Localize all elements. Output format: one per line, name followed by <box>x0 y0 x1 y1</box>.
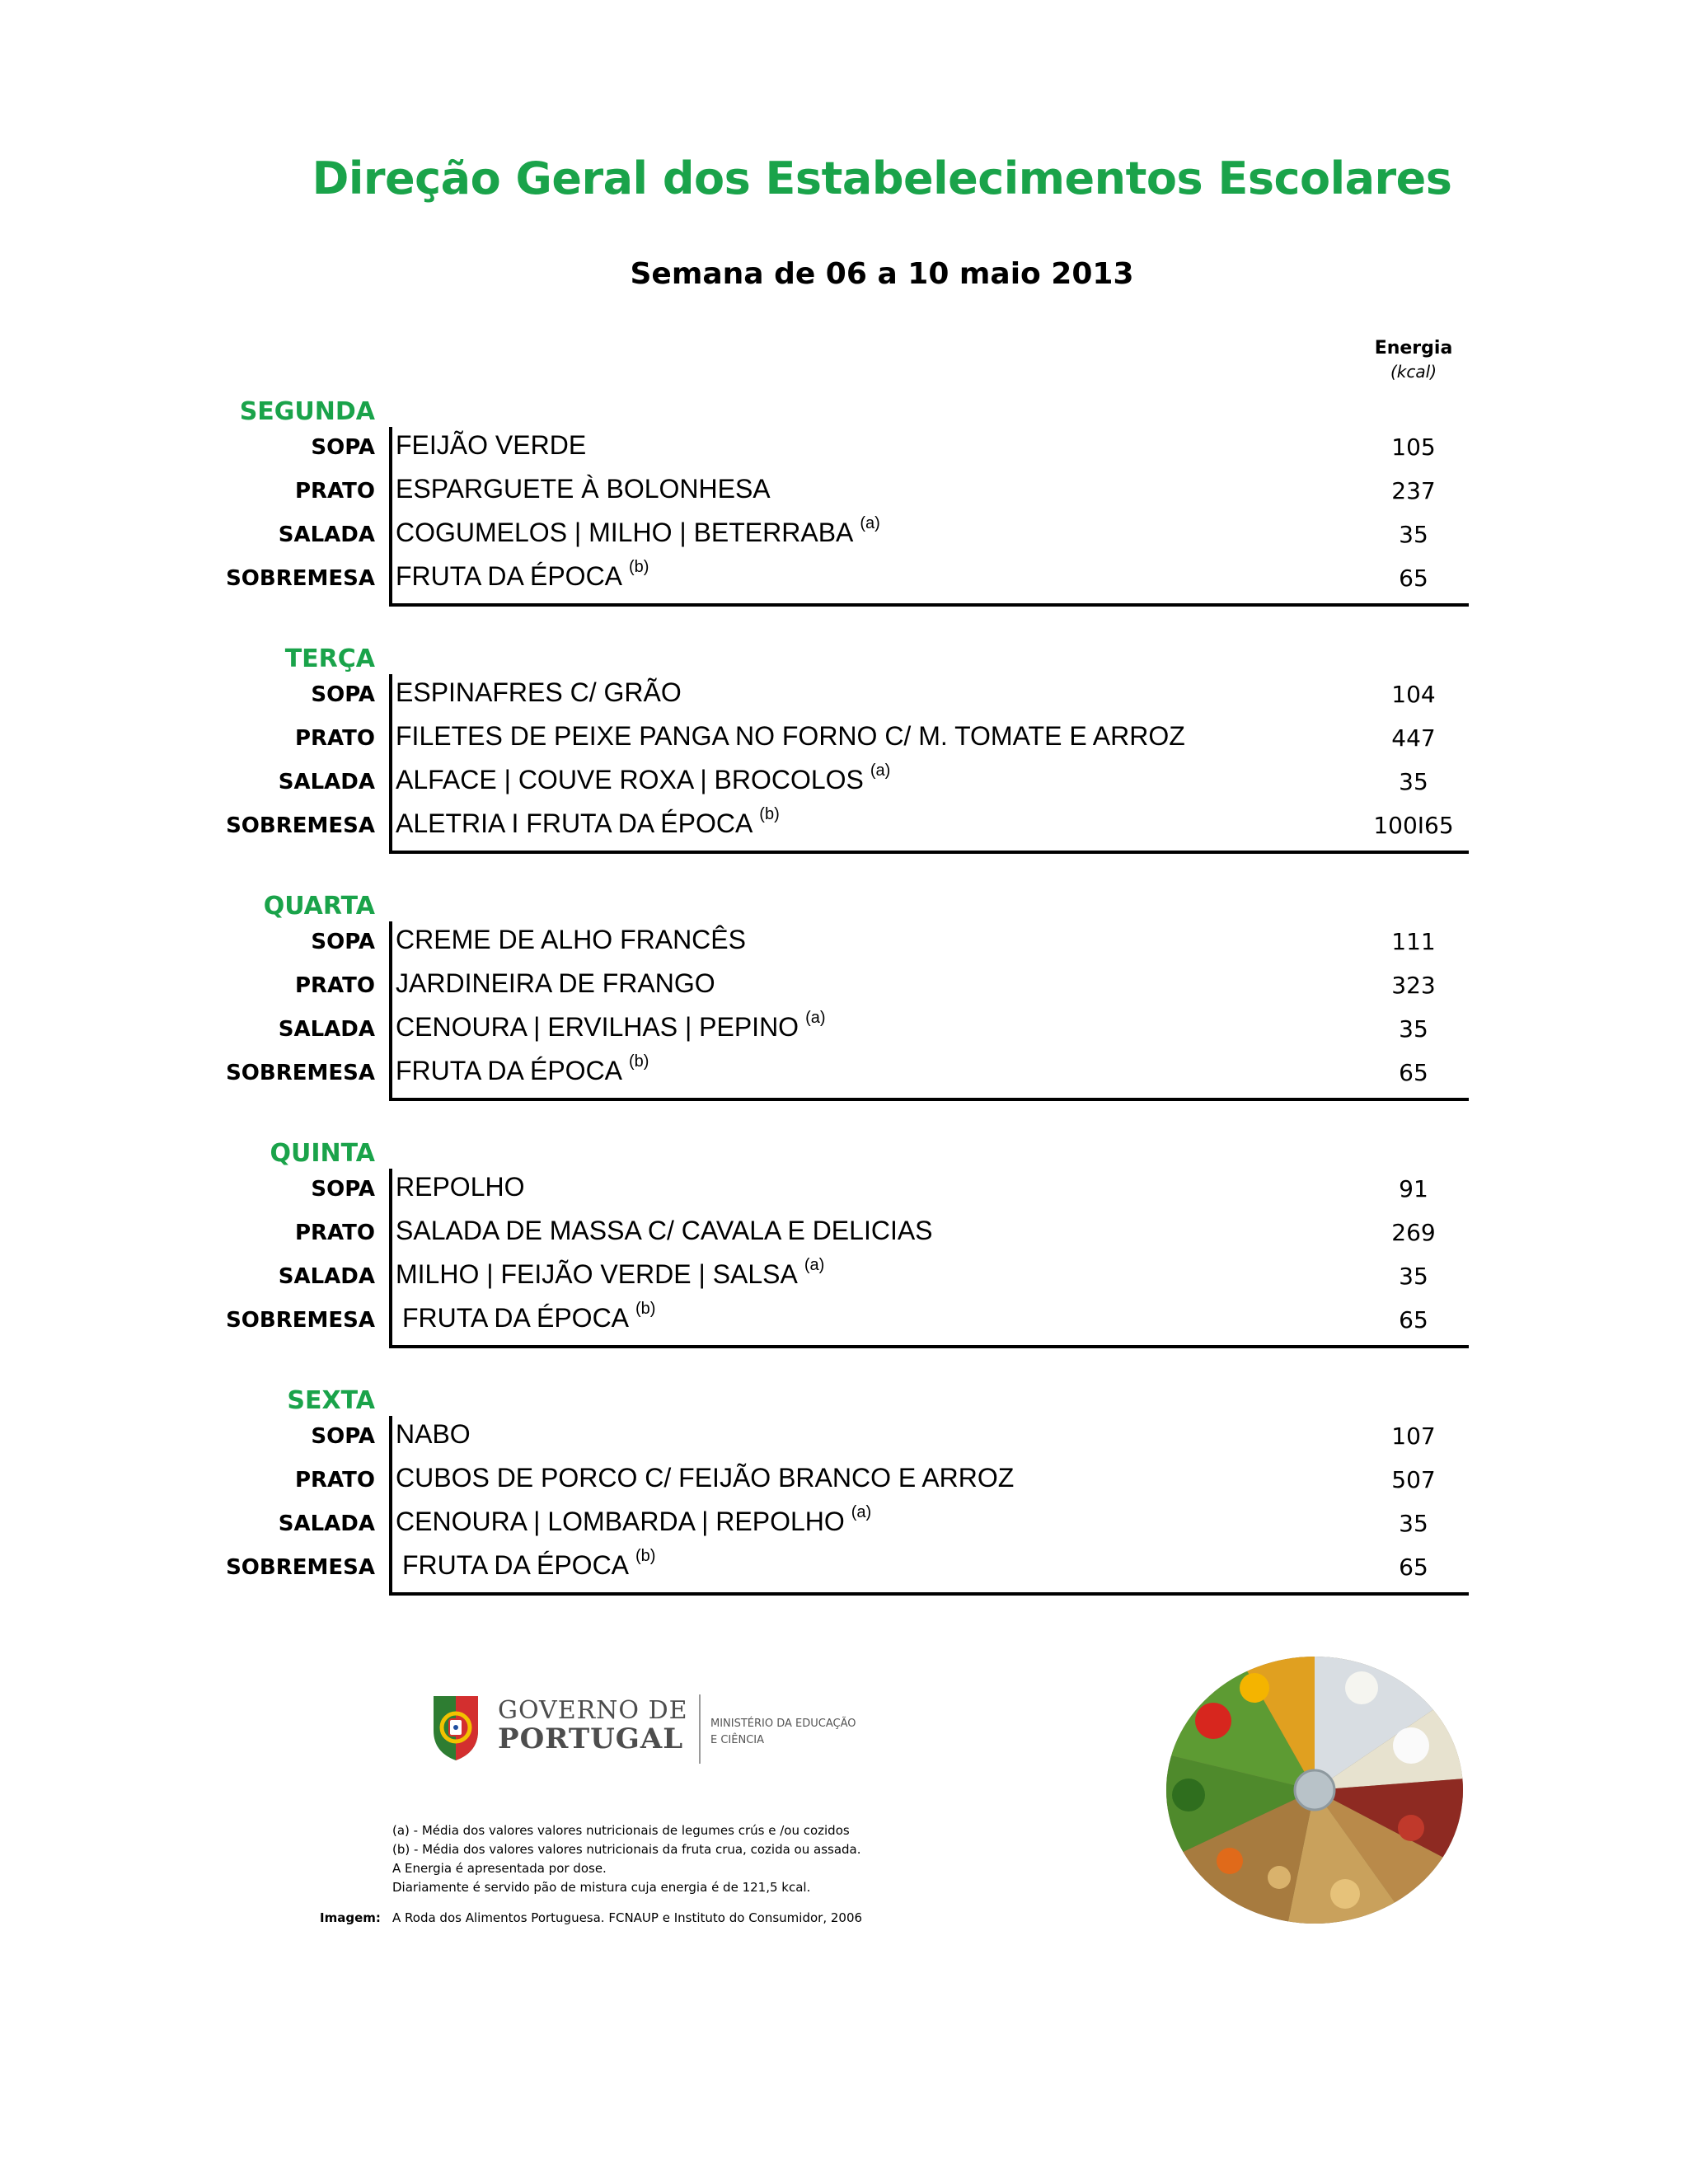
meal-label: SALADA <box>278 523 375 547</box>
meal-row-salada <box>0 1503 1484 1547</box>
day-name: SEXTA <box>287 1386 375 1415</box>
meal-label: SOPA <box>311 1177 375 1202</box>
image-credit-source: A Roda dos Alimentos Portuguesa. FCNAUP e Instituto do Consumidor, 2006 <box>392 1910 863 1925</box>
kcal-value: 35 <box>1399 1263 1428 1290</box>
dish-name: FRUTA DA ÉPOCA $^{(b)}$ <box>396 558 649 591</box>
dish-name: FRUTA DA ÉPOCA $^{(b)}$ <box>402 1300 656 1333</box>
dish-name: NABO <box>396 1419 471 1449</box>
footnote: (b) - Média dos valores valores nutricionais da fruta crua, cozida ou assada. <box>392 1842 861 1857</box>
kcal-value: 91 <box>1399 1175 1428 1202</box>
meal-row-sopa <box>0 921 1484 965</box>
week-title: Semana de 06 a 10 maio 2013 <box>630 257 1134 291</box>
meal-row-prato <box>0 471 1484 514</box>
dish-name: FRUTA DA ÉPOCA $^{(b)}$ <box>402 1547 656 1580</box>
dish-name: MILHO | FEIJÃO VERDE | SALSA $^{(a)}$ <box>396 1256 825 1289</box>
governo-portugal-logo <box>429 1686 874 1769</box>
meal-row-salada <box>0 762 1484 805</box>
dish-name: CENOURA | ERVILHAS | PEPINO $^{(a)}$ <box>396 1009 826 1042</box>
dish-name: REPOLHO <box>396 1172 525 1202</box>
kcal-value: 111 <box>1391 928 1436 955</box>
meal-row-sobremesa <box>0 1052 1484 1096</box>
meal-row-prato <box>0 965 1484 1009</box>
energy-title: Energia <box>1374 338 1453 359</box>
meal-label: PRATO <box>294 1221 375 1245</box>
meal-row-sobremesa <box>0 805 1484 849</box>
meal-label: PRATO <box>294 479 375 504</box>
kcal-value: 35 <box>1399 1015 1428 1043</box>
kcal-value: 104 <box>1391 681 1436 708</box>
dish-name: SALADA DE MASSA C/ CAVALA E DELICIAS <box>396 1216 933 1245</box>
food-wheel-image <box>1164 1655 1465 1925</box>
meal-row-sobremesa <box>0 1547 1484 1591</box>
meal-row-salada <box>0 1256 1484 1300</box>
meal-row-prato <box>0 1460 1484 1503</box>
meal-label: SALADA <box>278 770 375 794</box>
energy-unit: (kcal) <box>1390 362 1437 382</box>
meal-label: SOBREMESA <box>226 1555 375 1580</box>
meal-row-sopa <box>0 1416 1484 1460</box>
footnote-marker: (b) <box>629 1052 649 1071</box>
day-name: QUINTA <box>270 1139 375 1168</box>
footnote-marker: (b) <box>759 805 780 823</box>
kcal-value: 35 <box>1399 1510 1428 1537</box>
kcal-value: 105 <box>1391 434 1436 461</box>
portugal-coat-of-arms-icon <box>429 1691 483 1762</box>
kcal-value: 65 <box>1399 1554 1428 1581</box>
footnote-marker: (a) <box>860 514 880 532</box>
footnote: A Energia é apresentada por dose. <box>392 1861 607 1876</box>
dish-name: FILETES DE PEIXE PANGA NO FORNO C/ M. TOMATE E ARROZ <box>396 721 1185 751</box>
kcal-value: 65 <box>1399 1306 1428 1333</box>
dish-name: ESPINAFRES C/ GRÃO <box>396 677 682 707</box>
meal-label: SOPA <box>311 435 375 460</box>
energy-column-header <box>1360 338 1467 382</box>
day-name: TERÇA <box>284 644 375 673</box>
dish-name: ALFACE | COUVE ROXA | BROCOLOS $^{(a)}$ <box>396 762 891 794</box>
kcal-value: 237 <box>1391 477 1436 504</box>
day-name: QUARTA <box>263 892 375 921</box>
footnote-marker: (a) <box>870 762 891 780</box>
meal-label: SOPA <box>311 682 375 707</box>
kcal-value: 447 <box>1391 724 1436 752</box>
dish-name: JARDINEIRA DE FRANGO <box>396 968 715 998</box>
meal-label: SOBREMESA <box>226 813 375 838</box>
logo-divider <box>699 1694 701 1764</box>
meal-label: SALADA <box>278 1017 375 1042</box>
dish-name: COGUMELOS | MILHO | BETERRABA $^{(a)}$ <box>396 514 880 547</box>
meal-row-sobremesa <box>0 558 1484 602</box>
logo-line-2: PORTUGAL <box>498 1722 684 1755</box>
kcal-value: 65 <box>1399 565 1428 592</box>
meal-row-prato <box>0 1212 1484 1256</box>
meal-label: SOBREMESA <box>226 1308 375 1333</box>
footnote-marker: (b) <box>629 558 649 576</box>
meal-label: SOPA <box>311 1424 375 1449</box>
footnote: (a) - Média dos valores valores nutricionais de legumes crús e /ou cozidos <box>392 1823 850 1838</box>
meal-label: SALADA <box>278 1511 375 1536</box>
kcal-value: 35 <box>1399 768 1428 795</box>
footnote-marker: (a) <box>804 1256 825 1274</box>
meal-label: PRATO <box>294 973 375 998</box>
dish-name: CUBOS DE PORCO C/ FEIJÃO BRANCO E ARROZ <box>396 1463 1015 1493</box>
meal-label: SOPA <box>311 930 375 954</box>
meal-row-sopa <box>0 674 1484 718</box>
kcal-value: 65 <box>1399 1059 1428 1086</box>
dish-name: CREME DE ALHO FRANCÊS <box>396 925 746 954</box>
kcal-value: 100I65 <box>1373 812 1454 839</box>
footnote-marker: (b) <box>635 1547 656 1565</box>
dish-name: FEIJÃO VERDE <box>396 430 587 460</box>
day-name: SEGUNDA <box>239 397 375 426</box>
kcal-value: 507 <box>1391 1466 1436 1493</box>
image-credit-label: Imagem: <box>320 1910 381 1925</box>
meal-label: SOBREMESA <box>226 566 375 591</box>
page-title: Direção Geral dos Estabelecimentos Escolares <box>312 152 1452 204</box>
kcal-value: 107 <box>1391 1422 1436 1450</box>
dish-name: ESPARGUETE À BOLONHESA <box>396 474 771 504</box>
meal-label: PRATO <box>294 726 375 751</box>
dish-name: ALETRIA I FRUTA DA ÉPOCA $^{(b)}$ <box>396 805 780 838</box>
footnote-marker: (a) <box>805 1009 826 1027</box>
ministry-line-2: E CIÊNCIA <box>710 1734 764 1746</box>
meal-row-salada <box>0 514 1484 558</box>
footnotes <box>392 1821 861 1897</box>
kcal-value: 323 <box>1391 972 1436 999</box>
meal-row-sopa <box>0 1169 1484 1212</box>
kcal-value: 269 <box>1391 1219 1436 1246</box>
meal-label: SOBREMESA <box>226 1061 375 1085</box>
meal-row-prato <box>0 718 1484 762</box>
meal-label: SALADA <box>278 1264 375 1289</box>
meal-row-sobremesa <box>0 1300 1484 1343</box>
logo-line-1: GOVERNO DE <box>498 1696 688 1725</box>
kcal-value: 35 <box>1399 521 1428 548</box>
meal-row-sopa <box>0 427 1484 471</box>
dish-name: FRUTA DA ÉPOCA $^{(b)}$ <box>396 1052 649 1085</box>
dish-name: CENOURA | LOMBARDA | REPOLHO $^{(a)}$ <box>396 1503 872 1536</box>
footnote: Diariamente é servido pão de mistura cuja energia é de 121,5 kcal. <box>392 1880 811 1895</box>
footnote-marker: (a) <box>851 1503 872 1521</box>
meal-row-salada <box>0 1009 1484 1052</box>
meal-label: PRATO <box>294 1468 375 1493</box>
ministry-line-1: MINISTÉRIO DA EDUCAÇÃO <box>710 1718 856 1730</box>
footnote-marker: (b) <box>635 1300 656 1318</box>
